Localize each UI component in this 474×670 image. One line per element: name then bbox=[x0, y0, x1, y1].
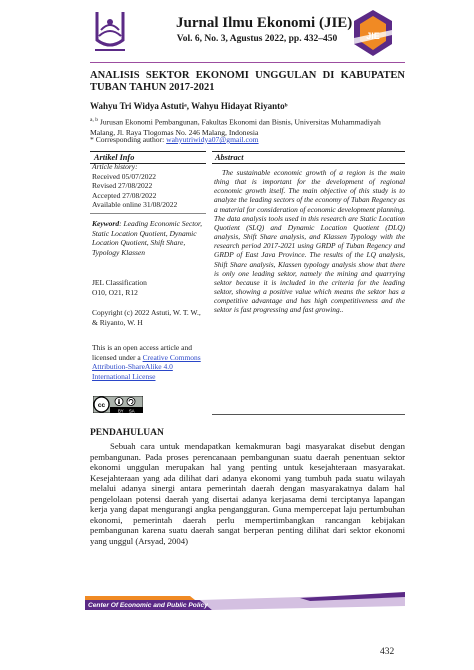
jel-label: JEL Classification bbox=[92, 278, 147, 287]
introduction-heading: PENDAHULUAN bbox=[90, 428, 164, 438]
open-access-text: This is an open access article and licensed under a bbox=[92, 343, 192, 362]
affiliation-superscript: a, b bbox=[90, 117, 98, 123]
corresponding-author bbox=[90, 135, 259, 144]
history-accepted: Accepted 27/08/2022 bbox=[92, 190, 157, 200]
article-info-top-rule bbox=[90, 151, 206, 152]
footer-banner bbox=[0, 588, 474, 618]
abstract-heading-rule bbox=[212, 163, 405, 164]
article-title bbox=[90, 70, 405, 94]
jie-badge-icon bbox=[350, 8, 396, 60]
copyright-notice: Copyright (c) 2022 Astuti, W. T. W., & Riyanto, W. H bbox=[92, 308, 201, 327]
abstract-heading: Abstract bbox=[215, 153, 244, 162]
article-info-heading: Artikel Info bbox=[94, 153, 135, 162]
svg-text:BY: BY bbox=[118, 408, 124, 413]
corresponding-email-link[interactable]: wahyutriwidya07@gmail.com bbox=[166, 135, 259, 144]
history-revised: Revised 27/08/2022 bbox=[92, 181, 153, 191]
abstract-bottom-rule bbox=[212, 414, 405, 415]
license-link[interactable]: Creative Commons Attribution-ShareAlike 4.0 International License bbox=[92, 352, 201, 381]
jel-codes: O10, O21, R12 bbox=[92, 287, 138, 297]
abstract-text: The sustainable economic growth of a region is the main thing that is important for the development of regional economic growth itself. The main objective of this study is to analyze the leading sectors of the economy of Tuban Regency as a material for consideration of economic development planning. The data analysis tools used in this research are Static Location Quotient (SLQ) and Dynamic Location Quotient (DLQ) analysis, Shift Share analysis, and Klassen Typology with the research period 2017-2021 using GRDP of Tuban Regency and GRDP of East Java Province. The results of the LQ analysis, Shift Share analysis, Klassen typology analysis show that there is only one leading sektor, namely the mining and quarrying sektor because it is included in the criteria for the leading sektor, showing a positive value which means the sektor has a competitive advantage and has high competitiveness and the sektor is fast progressing and fast growing.. bbox=[214, 168, 405, 315]
history-received: Received 05/07/2022 bbox=[92, 171, 156, 181]
author-list: Wahyu Tri Widya Astutiᵃ, Wahyu Hidayat Riyantoᵇ bbox=[90, 101, 288, 111]
journal-issue: Vol. 6, No. 3, Agustus 2022, pp. 432–450 bbox=[176, 34, 338, 44]
article-info-mid-rule bbox=[90, 213, 206, 214]
article-history bbox=[92, 162, 207, 210]
keywords bbox=[92, 219, 207, 257]
keywords-label: Keyword bbox=[92, 219, 120, 228]
introduction-paragraph: Sebuah cara untuk mendapatkan kemakmuran bagi masyarakat disebut dengan pembangunan. Pada proses perencanaan pembangunan suatu daerah penentuan sektor ekonomi unggulan merupakan hal yang penting untuk kesejahteraan masyarakat. Kesejahteraan yang ada dilihat dari adanya ekonomi yang tumbuh pada suatu wilayah melalui adanya sinergi antara pemerintah daerah dengan masyarakatnya dalam hal pengelolaan potensi daerah yang disertai adanya kerjasama demi terciptanya lapangan kerja yang dapat mengurangi angka pengangguran. Guna mempercepat laju pertumbuhan ekonomi, pemerintah daerah perlu mempertimbangkan rancangan kebijakan pembangunan karena suatu daerah sangat berperan penting dilihat dari sektor ekonomi yang unggul (Arsyad, 2004) bbox=[90, 441, 405, 546]
svg-text:SA: SA bbox=[129, 408, 135, 413]
cc-by-sa-badge-icon bbox=[93, 396, 143, 413]
page-number: 432 bbox=[380, 647, 395, 657]
affiliation-line-2: Malang, Jl. Raya Tlogomas No. 246 Malang, Indonesia bbox=[90, 127, 259, 137]
corresponding-label: * Corresponding author: bbox=[90, 135, 165, 144]
jel-classification bbox=[92, 278, 207, 297]
abstract-top-rule bbox=[212, 151, 405, 152]
header-divider bbox=[90, 62, 405, 63]
history-label: Article history: bbox=[92, 162, 138, 171]
affiliation-line-1: Jurusan Ekonomi Pembangunan, Fakultas Ekonomi dan Bisnis, Universitas Muhammadiyah bbox=[99, 117, 381, 127]
article-title-line-2: TUBAN TAHUN 2017-2021 bbox=[90, 82, 215, 93]
open-access-notice bbox=[92, 343, 207, 381]
journal-logo-icon bbox=[93, 10, 127, 54]
keywords-list: : Leading Economic Sector, Static Location Quotient, Dynamic Location Quotient, Shift Share, Typology Klassen bbox=[92, 219, 202, 257]
journal-title: Jurnal Ilmu Ekonomi (JIE) bbox=[176, 15, 353, 31]
history-available: Available online 31/08/2022 bbox=[92, 200, 178, 210]
article-title-line-1: ANALISIS SEKTOR EKONOMI UNGGULAN DI KABUPATEN bbox=[90, 70, 405, 81]
svg-text:cc: cc bbox=[97, 402, 106, 409]
footer-label: Center Of Economic and Public Policy bbox=[88, 602, 208, 609]
jie-badge-text: JIE bbox=[366, 31, 380, 41]
